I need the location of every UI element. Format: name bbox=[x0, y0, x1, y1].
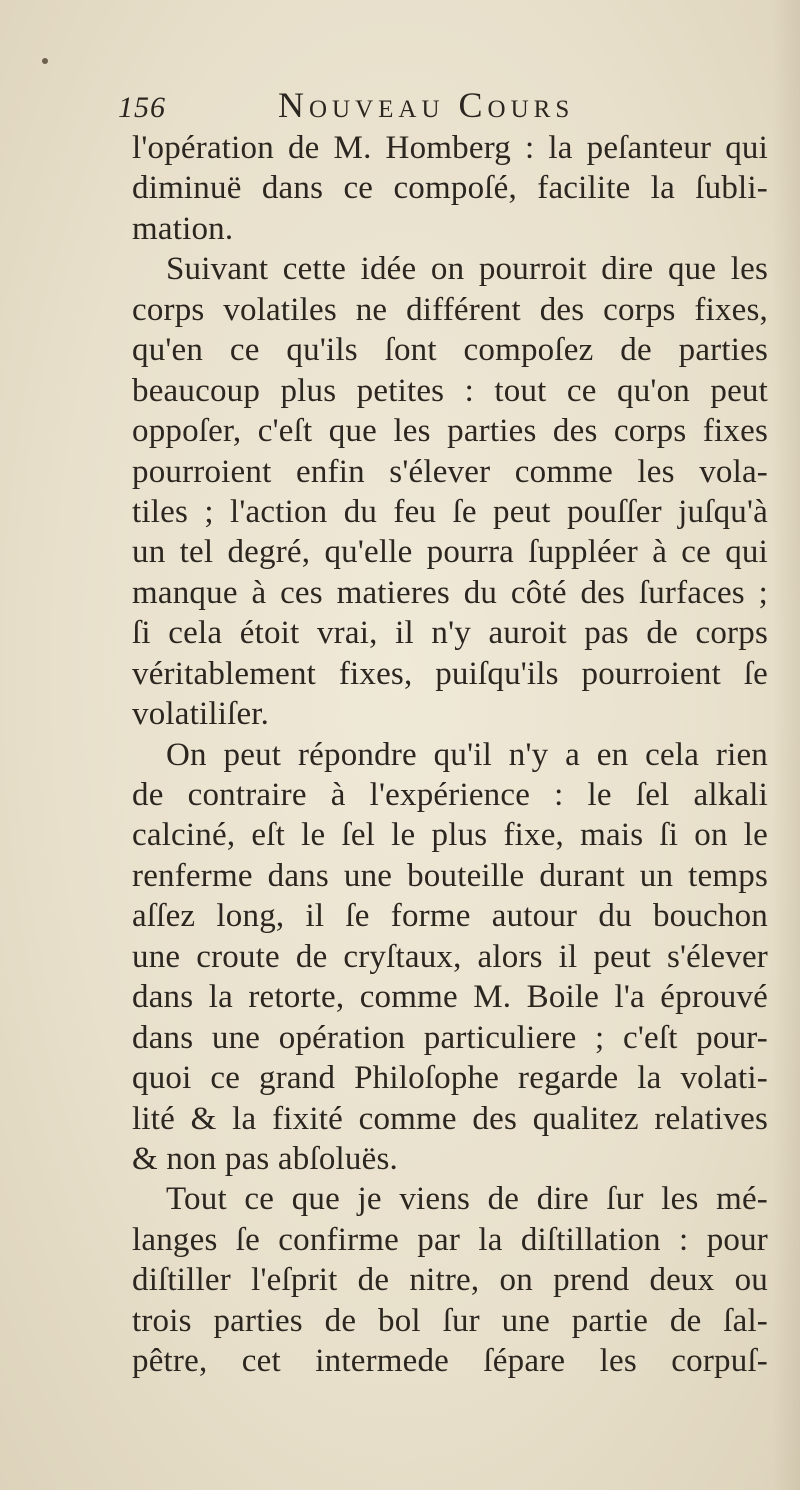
text-line: calciné, eſt le ſel le plus fixe, mais ſi on le bbox=[132, 817, 768, 854]
text-line: & non pas abſoluës. bbox=[132, 1140, 398, 1177]
running-title: Nouveau Cours bbox=[278, 85, 575, 125]
text-line: oppoſer, c'eſt que les parties des corps fixes bbox=[132, 413, 768, 450]
ink-spot bbox=[42, 58, 48, 64]
text-line: une croute de cryſtaux, alors il peut s'élever bbox=[132, 938, 768, 975]
page-header bbox=[118, 84, 678, 124]
paragraph-start-line: Suivant cette idée on pourroit dire que les bbox=[166, 251, 768, 288]
text-line: volatiliſer. bbox=[132, 696, 270, 733]
text-line: manque à ces matieres du côté des ſurfaces ; bbox=[132, 574, 768, 611]
page-number: 156 bbox=[118, 91, 166, 124]
text-line: qu'en ce qu'ils ſont compoſez de parties bbox=[132, 332, 768, 369]
page-edge-shadow bbox=[772, 0, 800, 1490]
text-line: langes ſe confirme par la diſtillation : pour bbox=[132, 1221, 768, 1258]
text-line: corps volatiles ne différent des corps fixes, bbox=[132, 291, 768, 328]
text-line: diminuë dans ce compoſé, facilite la ſubli- bbox=[132, 170, 768, 207]
text-line: un tel degré, qu'elle pourra ſuppléer à ce qui bbox=[132, 534, 768, 571]
paragraph-start-line: On peut répondre qu'il n'y a en cela rien bbox=[166, 736, 768, 773]
text-line: ſi cela étoit vrai, il n'y auroit pas de corps bbox=[132, 615, 768, 652]
text-line: lité & la fixité comme des qualitez relatives bbox=[132, 1100, 768, 1137]
text-line: diſtiller l'eſprit de nitre, on prend deux ou bbox=[132, 1262, 768, 1299]
text-line: tiles ; l'action du feu ſe peut pouſſer juſqu'à bbox=[132, 493, 768, 530]
text-line: beaucoup plus petites : tout ce qu'on peut bbox=[132, 372, 768, 409]
text-line: pêtre, cet intermede ſépare les corpuſ- bbox=[132, 1343, 768, 1380]
text-line: quoi ce grand Philoſophe regarde la volati- bbox=[132, 1060, 768, 1097]
text-line: de contraire à l'expérience : le ſel alkali bbox=[132, 777, 768, 813]
text-line: mation. bbox=[132, 210, 234, 247]
text-line: dans une opération particuliere ; c'eſt pour- bbox=[132, 1019, 768, 1056]
body-text bbox=[132, 128, 768, 1382]
paragraph-start-line: Tout ce que je viens de dire ſur les mé- bbox=[166, 1181, 768, 1218]
text-line: pourroient enfin s'élever comme les vola- bbox=[132, 453, 768, 490]
text-line: renferme dans une bouteille durant un temps bbox=[132, 857, 768, 894]
text-line: véritablement fixes, puiſqu'ils pourroient ſe bbox=[132, 655, 768, 692]
text-line: dans la retorte, comme M. Boile l'a éprouvé bbox=[132, 979, 768, 1016]
text-line: trois parties de bol ſur une partie de ſal- bbox=[132, 1302, 768, 1339]
text-line: aſſez long, il ſe forme autour du bouchon bbox=[132, 898, 768, 935]
text-line: l'opération de M. Homberg : la peſanteur qui bbox=[132, 130, 768, 166]
